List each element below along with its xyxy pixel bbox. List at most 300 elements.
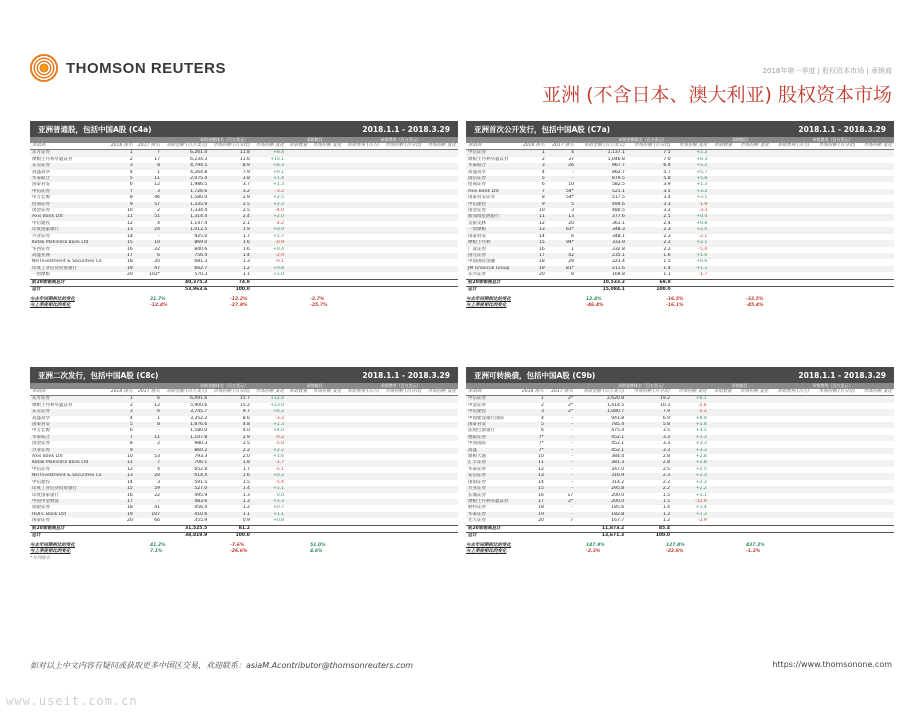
proceeds: 333.9 (576, 240, 627, 246)
underwriter-name: 国泰君安 (466, 422, 516, 428)
group-header: 承销数目 (709, 137, 771, 143)
empty-cell (343, 272, 381, 279)
rank-previous: - (158, 233, 160, 239)
market-share: 2.3 (662, 479, 671, 485)
rank-current: 16 (538, 246, 545, 252)
market-share: 3.8 (209, 176, 252, 182)
rank-current: 20 (538, 272, 545, 278)
proceeds: 860.2 (162, 448, 209, 454)
proceeds: 200.0 (575, 499, 626, 505)
rank-current: 11 (107, 214, 134, 220)
rank-previous: 2 (157, 441, 160, 447)
underwriter-name: 中国建设银行国际 (468, 415, 504, 421)
empty-cell (673, 279, 710, 286)
summary-value: -12.2% (230, 297, 248, 303)
rank-current: 14 (126, 233, 133, 239)
rank-current: 12 (126, 466, 133, 472)
proceeds: 6,234.3 (190, 156, 208, 162)
summary-value: -25.7% (310, 303, 328, 309)
group-header: 承销数目 (286, 137, 343, 143)
share-change: -2.1 (698, 233, 708, 239)
total-label: 前20承销商总计 (30, 525, 162, 532)
underwriter-name: 广发证券 (468, 246, 486, 252)
share-change: -5.0 (698, 246, 708, 252)
share-change: +1.1 (252, 486, 286, 492)
empty-cell (771, 279, 812, 286)
proceeds: 4,794.5 (162, 163, 209, 169)
rank-current: 4 (540, 415, 544, 421)
rank-current: 5 (517, 176, 546, 182)
rank-current: 10 (126, 454, 133, 460)
share-change: +13.0 (270, 402, 285, 408)
share-change: -1.7 (252, 460, 286, 466)
column-header: 承销数量 (709, 389, 734, 396)
share-change: +1.3 (252, 499, 286, 505)
share-change: +0.4 (273, 246, 285, 252)
proceeds: 3,745.7 (162, 409, 209, 415)
rank-previous: 53 (154, 454, 160, 460)
summary-value: 41.2% (150, 543, 166, 549)
underwriter-name: 长城证券 (468, 492, 486, 498)
proceeds: 869.0 (162, 240, 209, 246)
rank-previous: 3 (157, 479, 160, 485)
column-header: 2018 排名 (516, 389, 545, 396)
column-header: 2018 排名 (107, 389, 134, 396)
underwriter-name: 野村证券 (468, 505, 486, 511)
rank-previous: - (571, 454, 574, 460)
share-change: +2.2 (672, 486, 709, 492)
proceeds: 2,075.4 (162, 176, 209, 182)
total-value: 31,525.5 (162, 525, 209, 532)
column-header: 市场份额 变化 (673, 143, 710, 150)
rank-current: 7 (107, 189, 134, 195)
share-change: +0.8 (696, 220, 708, 226)
proceeds: 517.5 (611, 195, 625, 201)
rank-previous: 3 (571, 208, 574, 214)
share-change: +2.5 (695, 466, 707, 472)
share-change: +0.4 (673, 214, 710, 220)
table-row (466, 396, 894, 403)
underwriter-name: 国元证券 (466, 253, 517, 259)
empty-cell (771, 532, 812, 539)
rank-current: 8 (129, 195, 133, 201)
market-share: 1.3 (626, 512, 672, 518)
proceeds: 316.9 (575, 473, 626, 479)
rank-previous: 102* (149, 272, 160, 278)
share-change: +1.3 (672, 512, 709, 518)
proceeds: 494.6 (576, 202, 627, 208)
table-row (30, 272, 458, 279)
proceeds: 785.4 (575, 422, 626, 428)
rank-current: 8 (541, 195, 545, 201)
empty-cell (709, 150, 734, 157)
underwriter-name: 中国国际 (468, 441, 486, 447)
proceeds: 1,107.8 (162, 435, 209, 441)
rank-previous: 22 (154, 246, 160, 252)
market-share: 1.4 (209, 486, 252, 492)
rank-previous: - (135, 448, 162, 454)
underwriter-name: 德银证券 (466, 435, 516, 441)
group-header: 承销金额排名（百万美元） (576, 137, 709, 143)
rank-current: 20 (538, 518, 544, 524)
share-change: +4.0 (273, 428, 285, 434)
rank-current: 19 (107, 266, 134, 272)
total-value: 85.4 (626, 525, 672, 532)
panel-date-range: 2018.1.1 - 2018.3.29 (798, 124, 886, 134)
empty-cell (343, 150, 381, 157)
empty-cell (857, 525, 894, 532)
column-header: 2018 排名 (517, 143, 546, 150)
group-header: 承销金额排名（百万美元） (162, 137, 286, 143)
share-change: +6.3 (252, 163, 286, 169)
column-header: 市场份额 (百分比) (811, 389, 857, 396)
market-share: 11.6 (239, 156, 250, 162)
empty-cell (309, 525, 343, 532)
share-change: +0.6 (696, 259, 708, 265)
summary-value: -26.6% (230, 549, 248, 555)
empty-cell (343, 532, 381, 539)
underwriter-name: 摩根士丹利华鑫证券 (466, 499, 516, 505)
market-share: 2.8 (662, 454, 671, 460)
share-change: +1.0 (273, 272, 285, 278)
share-change: +5.8 (672, 422, 709, 428)
empty-cell (381, 150, 424, 157)
underwriter-name: 东方证券 (30, 396, 107, 403)
summary-value: -12.4% (150, 303, 168, 309)
group-header: 承销费用（百万美元） (771, 137, 894, 143)
rank-current: 7* (538, 441, 544, 447)
proceeds: 862.7 (611, 169, 625, 175)
market-share: 1.8 (209, 460, 252, 466)
underwriter-name: 中国国际金融 (468, 259, 495, 265)
empty-cell (734, 150, 771, 157)
change-summary (30, 543, 458, 555)
rank-current: 10 (538, 208, 545, 214)
rank-current: 1 (516, 396, 545, 403)
column-header: 市场份额 变化 (857, 389, 894, 396)
market-share: 5.8 (627, 176, 673, 182)
rank-previous: 13 (547, 214, 576, 220)
share-change: +1.3 (273, 182, 285, 188)
underwriter-name: 国金证券 (32, 208, 50, 214)
total-label: 前20承销商总计 (466, 279, 576, 286)
rank-previous: 2* (546, 409, 575, 415)
panel-header (466, 367, 894, 383)
summary-label: 与去年同期相比的变化 (466, 543, 511, 549)
empty-cell (381, 279, 424, 286)
column-header: 2018 排名 (107, 143, 134, 150)
empty-cell (424, 525, 458, 532)
rank-previous: - (546, 448, 575, 454)
empty-cell (734, 396, 771, 403)
market-share: 1.2 (209, 266, 252, 272)
market-share: 2.5 (627, 214, 673, 220)
column-header: 承销金额 (百万美元) (162, 389, 209, 396)
rank-previous: 59 (135, 486, 162, 492)
league-table (30, 383, 458, 539)
rank-previous: 17 (567, 492, 574, 498)
summary-label: 与上季度相比的变化 (30, 303, 71, 309)
proceeds: 652.8 (194, 466, 208, 472)
league-table (466, 137, 894, 293)
share-change: +2.8 (695, 454, 707, 460)
rank-previous: 8 (135, 163, 162, 169)
empty-cell (811, 518, 857, 525)
total-label: 总计 (30, 532, 162, 539)
summary-label: 与上季度相比的变化 (466, 303, 507, 309)
market-share: 1.2 (662, 518, 671, 524)
rank-previous: - (572, 169, 574, 175)
empty-cell (424, 279, 458, 286)
market-share: 6.4 (627, 163, 673, 169)
market-share: 1.7 (242, 233, 250, 239)
summary-value: -45.4% (746, 303, 764, 309)
column-header: 市场份额 (百分比) (812, 143, 858, 150)
share-change: +3.2 (673, 189, 710, 195)
market-share: 3.3 (626, 435, 672, 441)
rank-previous: 4 (157, 466, 160, 472)
rank-previous: 26 (547, 163, 576, 169)
share-change: +2.2 (252, 448, 286, 454)
empty-cell (381, 518, 424, 525)
empty-cell (286, 532, 309, 539)
underwriter-name: 高盛高华 (468, 169, 486, 175)
summary-value: 7.1% (150, 549, 163, 555)
rank-current: 15 (516, 486, 545, 492)
proceeds: 1,147.4 (190, 220, 208, 226)
share-change: +5.8 (673, 176, 710, 182)
market-share: 3.2 (663, 208, 671, 214)
rank-previous: - (546, 512, 575, 518)
panel-title: 亚洲首次公开发行，包括中国A股 (C7a) (474, 124, 611, 134)
rank-current: 15 (107, 486, 134, 492)
industry-total-row (30, 286, 458, 293)
market-share: 1.6 (242, 246, 250, 252)
market-share: 8.9 (209, 163, 252, 169)
market-share: 3.7 (242, 182, 250, 188)
proceeds: 1,012.5 (162, 227, 209, 233)
proceeds: 941.8 (611, 415, 625, 421)
market-share: 1.4 (627, 266, 673, 272)
share-change: +2.2 (252, 202, 286, 208)
proceeds: 348.3 (576, 227, 627, 233)
underwriter-name: 中信建投 (466, 409, 516, 415)
underwriter-name: Axis Bank Ltd (466, 189, 517, 195)
proceeds: 200.0 (611, 492, 625, 498)
underwriter-name: 中金证券 (468, 402, 486, 408)
underwriter-name: 汇丰证券 (466, 460, 516, 466)
underwriter-name: 安信证券 (466, 473, 516, 479)
rank-current: 18 (126, 259, 133, 265)
summary-value: 127.8% (666, 543, 685, 549)
rank-current: 3 (107, 409, 134, 415)
total-value: 74.8 (209, 279, 252, 286)
empty-cell (812, 279, 858, 286)
rank-previous: 4 (547, 150, 576, 157)
column-header: 承销金额 (百万美元) (575, 389, 626, 396)
rank-current: 18 (126, 505, 133, 511)
empty-cell (424, 272, 458, 279)
summary-label: 与上季度相比的变化 (30, 549, 71, 555)
underwriter-name: 国信证券 (466, 176, 517, 182)
underwriter-name: 印度工业信贷投资银行 (30, 266, 107, 272)
rank-current: 19 (107, 512, 134, 518)
market-share: 4.0 (242, 428, 250, 434)
underwriter-name: Axis Bank Ltd (30, 214, 107, 220)
rank-previous: 7 (135, 460, 162, 466)
share-change: +3.3 (695, 441, 707, 447)
total-value: 100.0 (626, 532, 672, 539)
rank-current: 8 (129, 441, 133, 447)
proceeds: 521.1 (576, 189, 627, 195)
market-share: 2.9 (242, 195, 250, 201)
summary-value: 437.3% (746, 543, 765, 549)
total-label: 前20承销商总计 (466, 525, 575, 532)
rank-current: 1 (107, 396, 134, 403)
market-share: 9.7 (209, 409, 252, 415)
column-header: 市场份额 变化 (857, 143, 894, 150)
rank-previous: 11 (135, 176, 162, 182)
table-row (30, 396, 458, 403)
share-change: +6.2 (252, 409, 286, 415)
underwriter-name: 兴业证券 (32, 233, 50, 239)
rank-previous: 2* (568, 402, 574, 408)
underwriter-name: 印度国家银行 (32, 492, 59, 498)
rank-current: 19 (516, 512, 545, 518)
empty-cell (811, 396, 857, 403)
change-summary (466, 297, 894, 309)
underwriter-name: Kotak Mahindra Bank Ltd (30, 460, 107, 466)
rank-previous: 47 (135, 266, 162, 272)
rank-current: 6 (541, 182, 545, 188)
rank-current: 4 (129, 415, 133, 421)
rank-current: 13 (517, 227, 546, 233)
underwriter-name: 中信建投 (466, 202, 517, 208)
share-change: +6.1 (672, 396, 709, 403)
rank-current: 7* (516, 448, 545, 454)
proceeds: 582.5 (611, 182, 625, 188)
empty-cell (771, 396, 812, 403)
share-change: -3.3 (698, 208, 708, 214)
underwriter-name: 中信证券 (32, 466, 50, 472)
column-header: 市场份额 变化 (309, 143, 343, 150)
league-table-panel (30, 367, 458, 561)
empty-cell (811, 532, 857, 539)
empty-cell (309, 272, 343, 279)
summary-label: 与去年同期相比的变化 (30, 543, 75, 549)
share-change: -2.9 (698, 518, 707, 524)
underwriter-name: 国泰君安 (32, 182, 50, 188)
empty-cell (424, 150, 458, 157)
share-change: -4.0 (275, 208, 285, 214)
rank-previous: 7 (570, 518, 574, 524)
empty-cell (343, 286, 381, 293)
proceeds: 314.2 (611, 479, 625, 485)
underwriter-name: 瑞银证券 (32, 505, 50, 511)
group-header: 承销费用（百万美元） (343, 383, 458, 389)
column-header: 承销费用 (百万) (343, 143, 381, 150)
empty-cell (771, 272, 812, 279)
rank-previous: 7 (135, 150, 162, 157)
summary-value: -16.5% (666, 297, 684, 303)
rank-current: 18 (538, 259, 545, 265)
change-summary (30, 297, 458, 309)
market-share: 4.8 (209, 422, 252, 428)
underwriter-name: JM Financial Group (466, 266, 517, 272)
market-share: 15.7 (209, 396, 252, 403)
rank-current: 17 (107, 253, 134, 259)
rank-previous: 22 (154, 492, 160, 498)
league-table-panel (30, 121, 458, 309)
total-value: 10,533.2 (576, 279, 627, 286)
rank-previous: 2* (546, 499, 575, 505)
summary-label: 与去年同期相比的变化 (30, 297, 75, 303)
proceeds: 980.3 (194, 441, 208, 447)
rank-previous: - (571, 479, 574, 485)
table-row (466, 518, 894, 525)
league-table-panel (466, 121, 894, 309)
share-change: +5.2 (673, 163, 710, 169)
underwriter-name: 中国中金财富 (30, 499, 107, 505)
proceeds: 495.9 (194, 492, 208, 498)
empty-cell (771, 525, 812, 532)
market-share: 1.6 (209, 473, 252, 479)
rank-current: 9 (107, 448, 134, 454)
proceeds: 410.6 (162, 512, 209, 518)
market-share: 2.5 (242, 441, 250, 447)
total-value: 15,084.1 (576, 286, 627, 293)
rank-previous: 2 (157, 208, 160, 214)
rank-previous: - (135, 499, 162, 505)
top20-total-row (466, 525, 894, 532)
rank-current: 4 (129, 169, 133, 175)
underwriter-name: 兴业证券 (30, 448, 107, 454)
table-row (466, 150, 894, 157)
proceeds: 6,261.4 (162, 150, 209, 157)
share-change: -5.2 (672, 409, 709, 415)
empty-cell (252, 525, 286, 532)
summary-value: 31.7% (150, 297, 166, 303)
rank-previous: 17 (154, 156, 160, 162)
proceeds: 456.4 (194, 505, 208, 511)
proceeds: 1,334.4 (190, 208, 208, 214)
share-change: -4.2 (275, 220, 285, 226)
underwriter-name: 一创摩根 (32, 272, 50, 278)
share-change: +3.5 (695, 428, 707, 434)
proceeds: 925.0 (194, 233, 208, 239)
proceeds: 967.7 (576, 163, 627, 169)
rank-previous: 29 (568, 259, 574, 265)
rank-current: 10 (126, 208, 133, 214)
rank-previous: 24 (135, 227, 162, 233)
column-header: 市场份额 (百分比) (209, 143, 252, 150)
rank-previous: - (546, 422, 575, 428)
total-label: 总计 (30, 286, 162, 293)
share-change: +2.3 (672, 473, 709, 479)
underwriter-name: 华泰联合 (30, 176, 107, 182)
share-change: +1.7 (273, 233, 285, 239)
empty-cell (673, 286, 710, 293)
empty-cell (286, 279, 309, 286)
empty-cell (343, 518, 381, 525)
share-change: -5.0 (275, 441, 285, 447)
league-table (30, 137, 458, 293)
footer-url[interactable]: https://www.thomsonone.com (772, 660, 892, 669)
empty-cell (381, 286, 424, 293)
rank-current: 20 (126, 518, 133, 524)
underwriter-name: 印度工业信贷投资银行 (30, 486, 107, 492)
column-header: 2017 排名 (547, 143, 576, 150)
